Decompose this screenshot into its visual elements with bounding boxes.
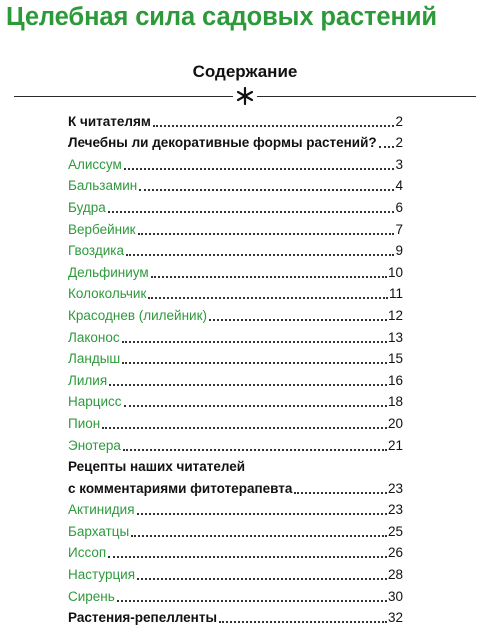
toc-entry-page-number: 21 (387, 437, 403, 453)
toc-entry-page-number: 3 (395, 156, 403, 172)
toc-entry[interactable] (68, 108, 403, 130)
toc-entry-page-number: 20 (387, 415, 403, 431)
toc-entry[interactable] (68, 173, 403, 195)
toc-entry-page-number: 32 (387, 610, 403, 626)
toc-entry[interactable] (68, 281, 403, 303)
toc-entry-page-number: 4 (395, 178, 403, 194)
dot-leader (108, 556, 387, 558)
toc-entry-page-number: 15 (387, 351, 403, 367)
toc-entry-page-number: 16 (387, 372, 403, 388)
toc-entry[interactable] (68, 259, 403, 281)
toc-entry-page-number: 2 (395, 113, 403, 129)
dot-leader (109, 384, 387, 386)
toc-entry-title: Гвоздика (68, 243, 124, 259)
toc-entry-title: Будра (68, 199, 106, 215)
toc-entry-title: Лаконос (68, 329, 120, 345)
toc-entry-page-number: 26 (387, 545, 403, 561)
toc-entry-page-number: 25 (387, 523, 403, 539)
toc-entry-page-number: 12 (387, 307, 403, 323)
toc-entry[interactable] (68, 216, 403, 238)
dot-leader (139, 189, 394, 191)
table-of-contents (68, 108, 403, 626)
toc-entry-title: Дельфиниум (68, 264, 149, 280)
dot-leader (219, 621, 387, 623)
toc-entry-title: Пион (68, 415, 101, 431)
toc-entry-title: Иссоп (68, 545, 107, 561)
toc-entry-page-number: 18 (387, 394, 403, 410)
toc-entry[interactable] (68, 540, 403, 562)
toc-entry[interactable] (68, 151, 403, 173)
toc-entry[interactable] (68, 497, 403, 519)
toc-entry-page-number: 7 (395, 221, 403, 237)
dot-leader (108, 211, 395, 213)
dot-leader (124, 168, 395, 170)
toc-entry-title: Настурция (68, 567, 136, 583)
toc-entry-page-number: 23 (387, 502, 403, 518)
toc-entry-title: с комментариями фитотерапевта (68, 480, 293, 496)
toc-entry[interactable] (68, 454, 403, 476)
dot-leader (102, 427, 387, 429)
dot-leader (379, 146, 395, 148)
toc-entry-title: Лечебны ли декоративные формы растений? (68, 135, 377, 151)
toc-entry-title: Сирень (68, 588, 115, 604)
toc-entry[interactable] (68, 130, 403, 152)
toc-entry-page-number: 23 (387, 480, 403, 496)
dot-leader (137, 513, 387, 515)
dot-leader (138, 233, 395, 235)
toc-entry[interactable] (68, 518, 403, 540)
toc-entry-title: Красоднев (лилейник) (68, 307, 207, 323)
toc-entry-title: Рецепты наших читателей (68, 459, 246, 475)
toc-entry-page-number: 2 (395, 135, 403, 151)
toc-entry-page-number: 10 (387, 264, 403, 280)
asterisk-ornament-icon (233, 84, 257, 108)
dot-leader (151, 276, 387, 278)
dot-leader (124, 405, 387, 407)
toc-entry-page-number: 11 (388, 286, 403, 302)
dot-leader (148, 297, 388, 299)
toc-entry-title: Нарцисс (68, 394, 122, 410)
dot-leader (209, 319, 387, 321)
dot-leader (122, 341, 387, 343)
toc-entry[interactable] (68, 324, 403, 346)
toc-entry[interactable] (68, 194, 403, 216)
toc-entry-page-number: 13 (387, 329, 403, 345)
toc-entry[interactable] (68, 432, 403, 454)
toc-entry[interactable] (68, 346, 403, 368)
toc-entry[interactable] (68, 605, 403, 626)
dot-leader (137, 578, 387, 580)
toc-entry-title: Ландыш (68, 351, 121, 367)
dot-leader (126, 254, 395, 256)
toc-entry[interactable] (68, 583, 403, 605)
dot-leader (123, 449, 387, 451)
toc-entry[interactable] (68, 302, 403, 324)
toc-entry-title: Алиссум (68, 156, 122, 172)
page-header (0, 2, 490, 32)
toc-entry[interactable] (68, 475, 403, 497)
toc-entry-page-number: 6 (395, 199, 403, 215)
toc-entry-title: Актинидия (68, 502, 135, 518)
toc-entry[interactable] (68, 389, 403, 411)
toc-entry-page-number: 30 (387, 588, 403, 604)
toc-entry[interactable] (68, 410, 403, 432)
toc-entry-page-number: 28 (387, 567, 403, 583)
book-title: Целебная сила садовых растений (6, 3, 437, 31)
toc-entry[interactable] (68, 367, 403, 389)
toc-entry-page-number: 9 (395, 243, 403, 259)
toc-entry-title: Бархатцы (68, 523, 130, 539)
dot-leader (131, 535, 387, 537)
toc-entry-title: Вербейник (68, 221, 136, 237)
dot-leader (122, 362, 387, 364)
dot-leader (153, 125, 395, 127)
toc-entry-title: Энотера (68, 437, 121, 453)
toc-entry-title: Лилия (68, 372, 108, 388)
toc-heading: Содержание (192, 62, 298, 81)
dot-leader (294, 492, 387, 494)
toc-entry-title: Бальзамин (68, 178, 138, 194)
toc-entry-title: Колокольчик (68, 286, 147, 302)
dot-leader (117, 600, 387, 602)
toc-entry-title: К читателям (68, 113, 151, 129)
toc-entry[interactable] (68, 238, 403, 260)
toc-entry[interactable] (68, 561, 403, 583)
toc-entry-title: Растения-репелленты (68, 610, 217, 626)
